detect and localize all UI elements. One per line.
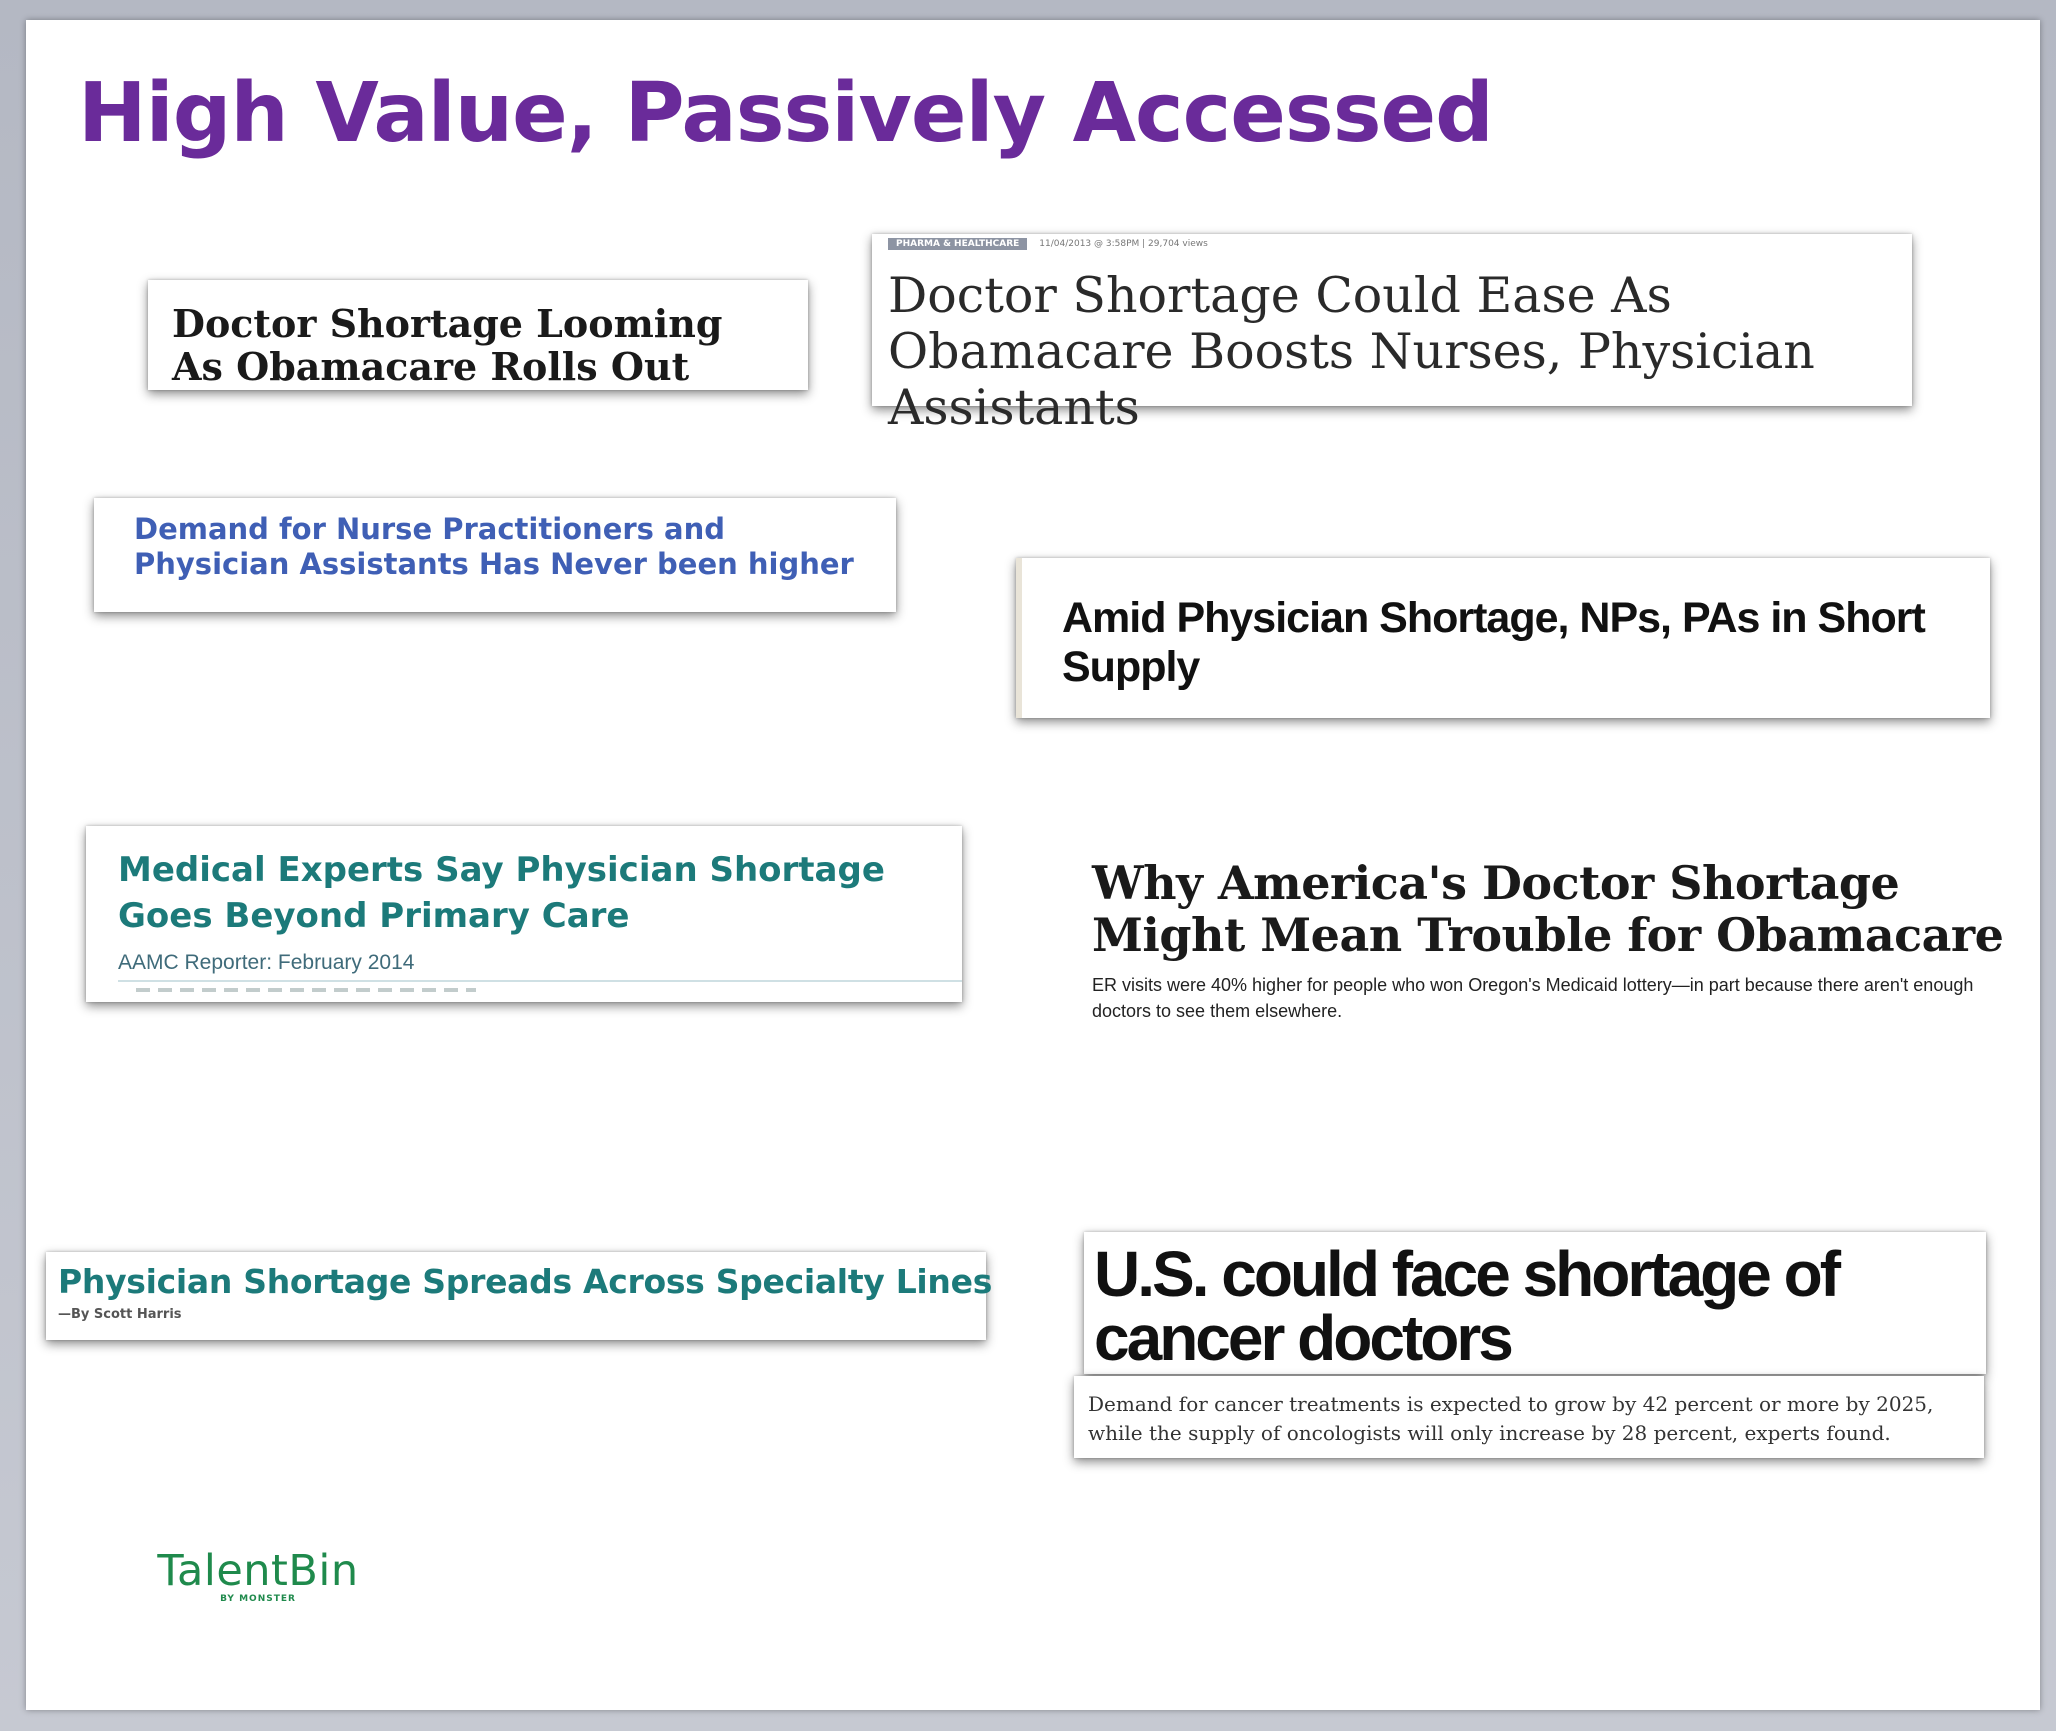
news-clipping-doctor-shortage-looming — [148, 280, 808, 390]
divider — [118, 980, 962, 982]
slide-title: High Value, Passively Accessed — [78, 66, 1493, 161]
clipping-headline: Physician Shortage Spreads Across Specialty Lines — [58, 1262, 993, 1301]
clipping-headline: Doctor Shortage Looming As Obamacare Rolls Out — [172, 301, 723, 390]
slide — [26, 20, 2040, 1710]
news-clipping-cancer-doctors-dek — [1074, 1376, 1984, 1458]
news-clipping-doctor-shortage-could-ease — [872, 234, 1912, 436]
news-clipping-nps-pas-short-supply — [1016, 558, 1990, 718]
logo-tagline: BY MONSTER — [220, 1594, 296, 1604]
logo-wordmark: TalentBin — [157, 1546, 359, 1596]
clipping-headline: Doctor Shortage Could Ease As Obamacare Boosts Nurses, Physician Assistants — [888, 267, 1815, 436]
news-clipping-why-americas-doctor-shortage — [1092, 858, 2012, 1024]
category-tag: PHARMA & HEALTHCARE — [888, 238, 1027, 250]
news-clipping-cancer-doctors-headline — [1084, 1232, 1986, 1374]
clipping-headline: Demand for Nurse Practitioners and Physician Assistants Has Never been higher — [134, 512, 854, 581]
clipping-headline: Medical Experts Say Physician Shortage Goes Beyond Primary Care — [118, 850, 885, 936]
clipping-source: AAMC Reporter: February 2014 — [118, 951, 415, 975]
clipping-meta-bar — [888, 236, 1896, 252]
clipping-dek: Demand for cancer treatments is expected to grow by 42 percent or more by 2025, while the supply of oncologists will only increase by 28 percent, experts found. — [1088, 1392, 1934, 1445]
clipping-byline: —By Scott Harris — [58, 1306, 182, 1322]
news-clipping-beyond-primary-care — [86, 826, 962, 1002]
clipping-headline: U.S. could face shortage of cancer doctors — [1094, 1238, 1839, 1374]
news-clipping-specialty-lines — [46, 1252, 993, 1340]
clipping-dek: ER visits were 40% higher for people who won Oregon's Medicaid lottery—in part because there aren't enough doctors to see them elsewhere. — [1092, 975, 1974, 1021]
news-clipping-demand-for-nps — [94, 498, 896, 612]
clipping-headline: Why America's Doctor Shortage Might Mean Trouble for Obamacare — [1092, 856, 2004, 962]
dateline: 11/04/2013 @ 3:58PM | 29,704 views — [1039, 239, 1208, 249]
talentbin-logo — [128, 1546, 388, 1604]
clipping-headline: Amid Physician Shortage, NPs, PAs in Short Supply — [1062, 594, 1925, 692]
cropped-text-fragment — [136, 988, 476, 992]
